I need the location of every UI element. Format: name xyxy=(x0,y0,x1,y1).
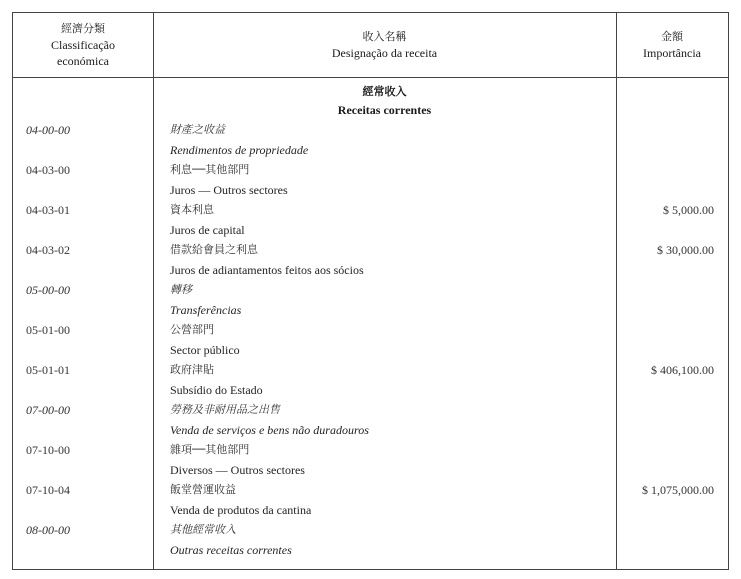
row-name-pt: Outras receitas correntes xyxy=(170,543,292,557)
row-name-pt: Juros de adiantamentos feitos aos sócios xyxy=(170,263,364,277)
row-name-pt: Venda de serviços e bens não duradouros xyxy=(170,423,369,437)
table-row xyxy=(13,360,728,400)
row-name-pt: Transferências xyxy=(170,303,242,317)
revenue-table xyxy=(12,12,729,570)
row-name-zh: 其他經常收入 xyxy=(170,523,236,536)
table-row xyxy=(13,480,728,520)
row-name-pt: Diversos — Outros sectores xyxy=(170,463,305,477)
row-name-zh: 雜項──其他部門 xyxy=(170,443,250,456)
table-row xyxy=(13,520,728,560)
section-title-zh: 經常收入 xyxy=(362,85,407,98)
row-name-zh: 飯堂營運收益 xyxy=(170,483,236,496)
row-name-pt: Juros de capital xyxy=(170,223,245,237)
row-name-zh: 政府津貼 xyxy=(170,363,214,376)
header-divider xyxy=(13,77,728,78)
row-code: 05-00-00 xyxy=(26,283,70,297)
row-code: 04-03-01 xyxy=(26,203,70,217)
row-name-zh: 公營部門 xyxy=(170,323,214,336)
row-code: 04-00-00 xyxy=(26,123,70,137)
header-description xyxy=(153,13,616,77)
header-code xyxy=(13,13,153,77)
row-name-zh: 借款給會員之利息 xyxy=(170,243,258,256)
header-amt-pt: Importância xyxy=(643,46,701,60)
row-name-pt: Subsídio do Estado xyxy=(170,383,263,397)
row-name-zh: 財產之收益 xyxy=(170,123,225,136)
row-name-zh: 轉移 xyxy=(170,283,192,296)
header-code-pt-2: económica xyxy=(57,54,109,68)
row-name-pt: Juros — Outros sectores xyxy=(170,183,288,197)
table-row xyxy=(13,200,728,240)
header-amount xyxy=(616,13,728,77)
header-code-pt-1: Classificação xyxy=(51,38,115,52)
table-row xyxy=(13,280,728,320)
table-row xyxy=(13,240,728,280)
row-code: 05-01-00 xyxy=(26,323,70,337)
row-amount: $ 1,075,000.00 xyxy=(642,483,714,497)
table-row xyxy=(13,440,728,480)
row-code: 04-03-00 xyxy=(26,163,70,177)
section-title-pt: Receitas correntes xyxy=(337,103,432,117)
table-row xyxy=(13,320,728,360)
header-code-zh: 經濟分類 xyxy=(61,22,105,35)
row-name-pt: Sector público xyxy=(170,343,240,357)
row-amount: $ 30,000.00 xyxy=(657,243,714,257)
table-row xyxy=(13,120,728,160)
row-name-pt: Rendimentos de propriedade xyxy=(170,143,309,157)
row-code: 07-10-00 xyxy=(26,443,70,457)
table-row xyxy=(13,160,728,200)
row-amount: $ 406,100.00 xyxy=(651,363,714,377)
row-code: 04-03-02 xyxy=(26,243,70,257)
row-amount: $ 5,000.00 xyxy=(663,203,714,217)
row-name-zh: 勞務及非耐用品之出售 xyxy=(170,403,280,416)
header-desc-pt: Designação da receita xyxy=(331,46,438,60)
row-name-pt: Venda de produtos da cantina xyxy=(170,503,312,517)
row-name-zh: 利息──其他部門 xyxy=(170,163,250,176)
row-name-zh: 資本利息 xyxy=(170,203,214,216)
row-code: 07-00-00 xyxy=(26,403,70,417)
row-code: 08-00-00 xyxy=(26,523,70,537)
header-amt-zh: 金額 xyxy=(661,30,683,43)
table-row xyxy=(13,400,728,440)
row-code: 05-01-01 xyxy=(26,363,70,377)
header-desc-zh: 收入名稱 xyxy=(362,30,407,43)
row-code: 07-10-04 xyxy=(26,483,70,497)
